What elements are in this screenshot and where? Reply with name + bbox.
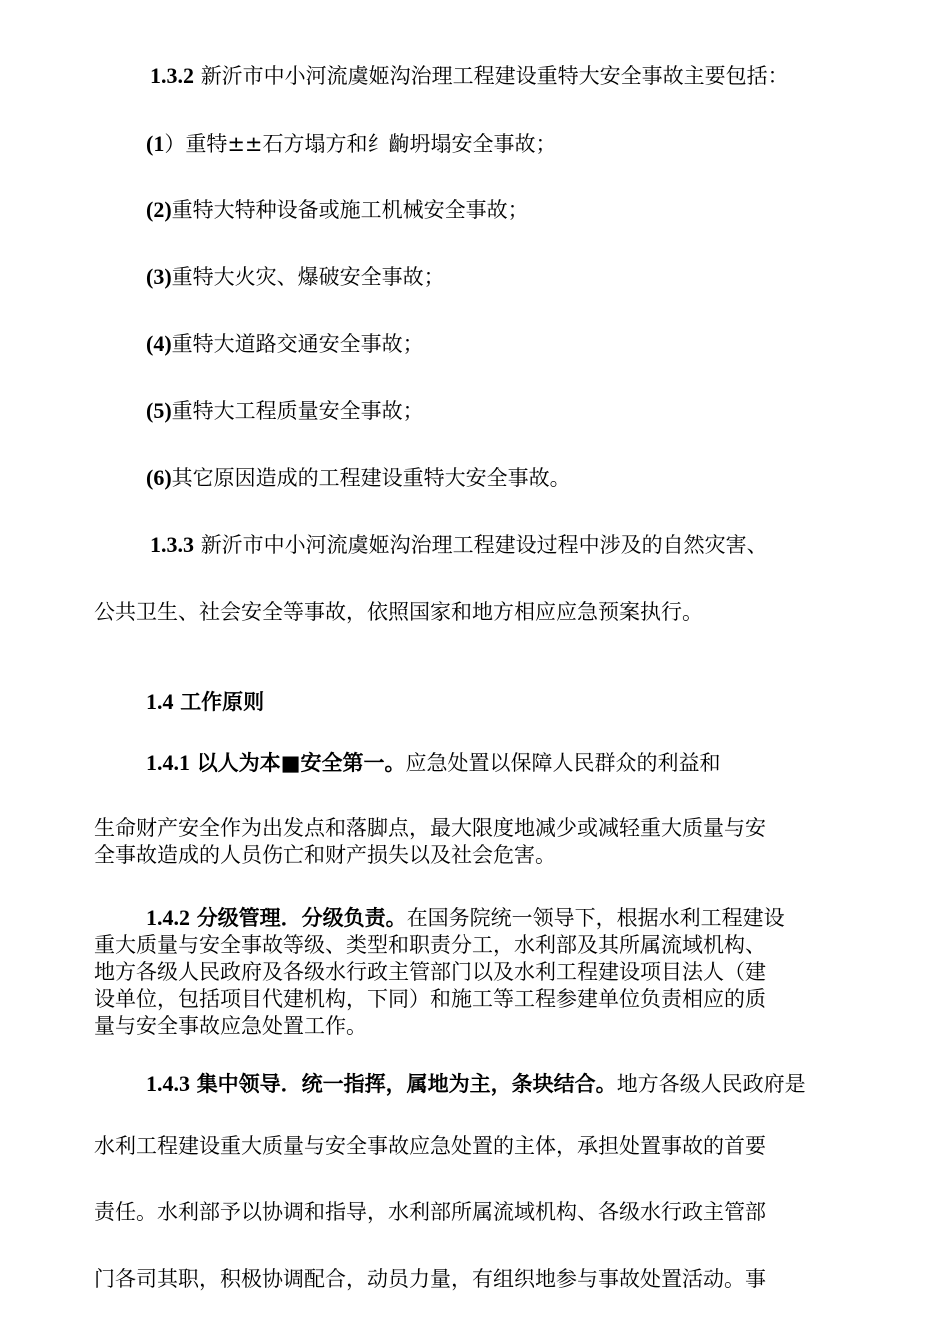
section-text-line: 设单位，包括项目代建机构，下同）和施工等工程参建单位负责相应的质 <box>94 987 766 1011</box>
section-number: 1.4.2 <box>146 905 190 930</box>
item-text: 重特大工程质量安全事故； <box>171 399 424 423</box>
section-text-line: 新沂市中小河流虞姬沟治理工程建设过程中涉及的自然灾害、 <box>200 533 768 557</box>
list-item <box>146 261 445 291</box>
section-number: 1.3.2 <box>150 63 194 88</box>
item-number: (3) <box>146 264 172 289</box>
item-number: (5) <box>146 398 172 423</box>
section-1-4-3 <box>146 1068 806 1098</box>
section-text-line: 地方各级人民政府及各级水行政主管部门以及水利工程建设项目法人（建 <box>94 960 766 984</box>
list-item <box>146 328 424 358</box>
section-number: 1.3.3 <box>150 532 194 557</box>
item-number: (4) <box>146 331 172 356</box>
list-item <box>146 194 529 224</box>
item-text: ）重特±±石方塌方和纟齣坍塌安全事故； <box>164 132 557 156</box>
section-number: 1.4.1 <box>146 750 190 775</box>
item-text: 重特大火灾、爆破安全事故； <box>171 265 445 289</box>
item-text: 重特大道路交通安全事故； <box>171 332 424 356</box>
section-number: 1.4 <box>146 689 174 714</box>
item-text: 其它原因造成的工程建设重特大安全事故。 <box>171 466 571 490</box>
section-title: 以人为本■安全第一。 <box>196 751 406 775</box>
section-text-line: 地方各级人民政府是 <box>616 1072 806 1096</box>
item-number: (2) <box>146 197 172 222</box>
list-item <box>146 462 571 492</box>
list-item <box>146 395 424 425</box>
section-title: 分级管理．分级负责。 <box>196 906 407 930</box>
section-text-line: 重大质量与安全事故等级、类型和职责分工，水利部及其所属流域机构、 <box>94 933 766 957</box>
section-title: 工作原则 <box>180 690 265 714</box>
section-text-line: 门各司其职，积极协调配合，动员力量，有组织地参与事故处置活动。事 <box>94 1267 766 1291</box>
section-1-4-2 <box>146 902 785 932</box>
section-number: 1.4.3 <box>146 1071 190 1096</box>
item-number: (6) <box>146 465 172 490</box>
section-1-3-2 <box>150 60 789 90</box>
section-text-line: 责任。水利部予以协调和指导，水利部所属流域机构、各级水行政主管部 <box>94 1200 766 1224</box>
section-text-line: 生命财产安全作为出发点和落脚点，最大限度地减少或减轻重大质量与安 <box>94 816 766 840</box>
section-text-line: 公共卫生、社会安全等事故，依照国家和地方相应应急预案执行。 <box>94 600 703 624</box>
section-title: 集中领导．统一指挥，属地为主，条块结合。 <box>196 1072 617 1096</box>
item-number: (1 <box>146 131 165 156</box>
section-text-line: 全事故造成的人员伤亡和财产损失以及社会危害。 <box>94 843 556 867</box>
section-text-line: 量与安全事故应急处置工作。 <box>94 1014 367 1038</box>
item-text: 重特大特种设备或施工机械安全事故； <box>171 198 529 222</box>
section-heading-1-4 <box>146 686 264 716</box>
list-item <box>146 128 557 158</box>
section-text-line: 水利工程建设重大质量与安全事故应急处置的主体，承担处置事故的首要 <box>94 1134 766 1158</box>
section-text: 新沂市中小河流虞姬沟治理工程建设重特大安全事故主要包括： <box>200 64 789 88</box>
section-text-line: 应急处置以保障人民群众的利益和 <box>405 751 721 775</box>
section-1-4-1 <box>146 747 721 777</box>
section-text-line: 在国务院统一领导下，根据水利工程建设 <box>406 906 785 930</box>
section-1-3-3 <box>150 529 768 559</box>
